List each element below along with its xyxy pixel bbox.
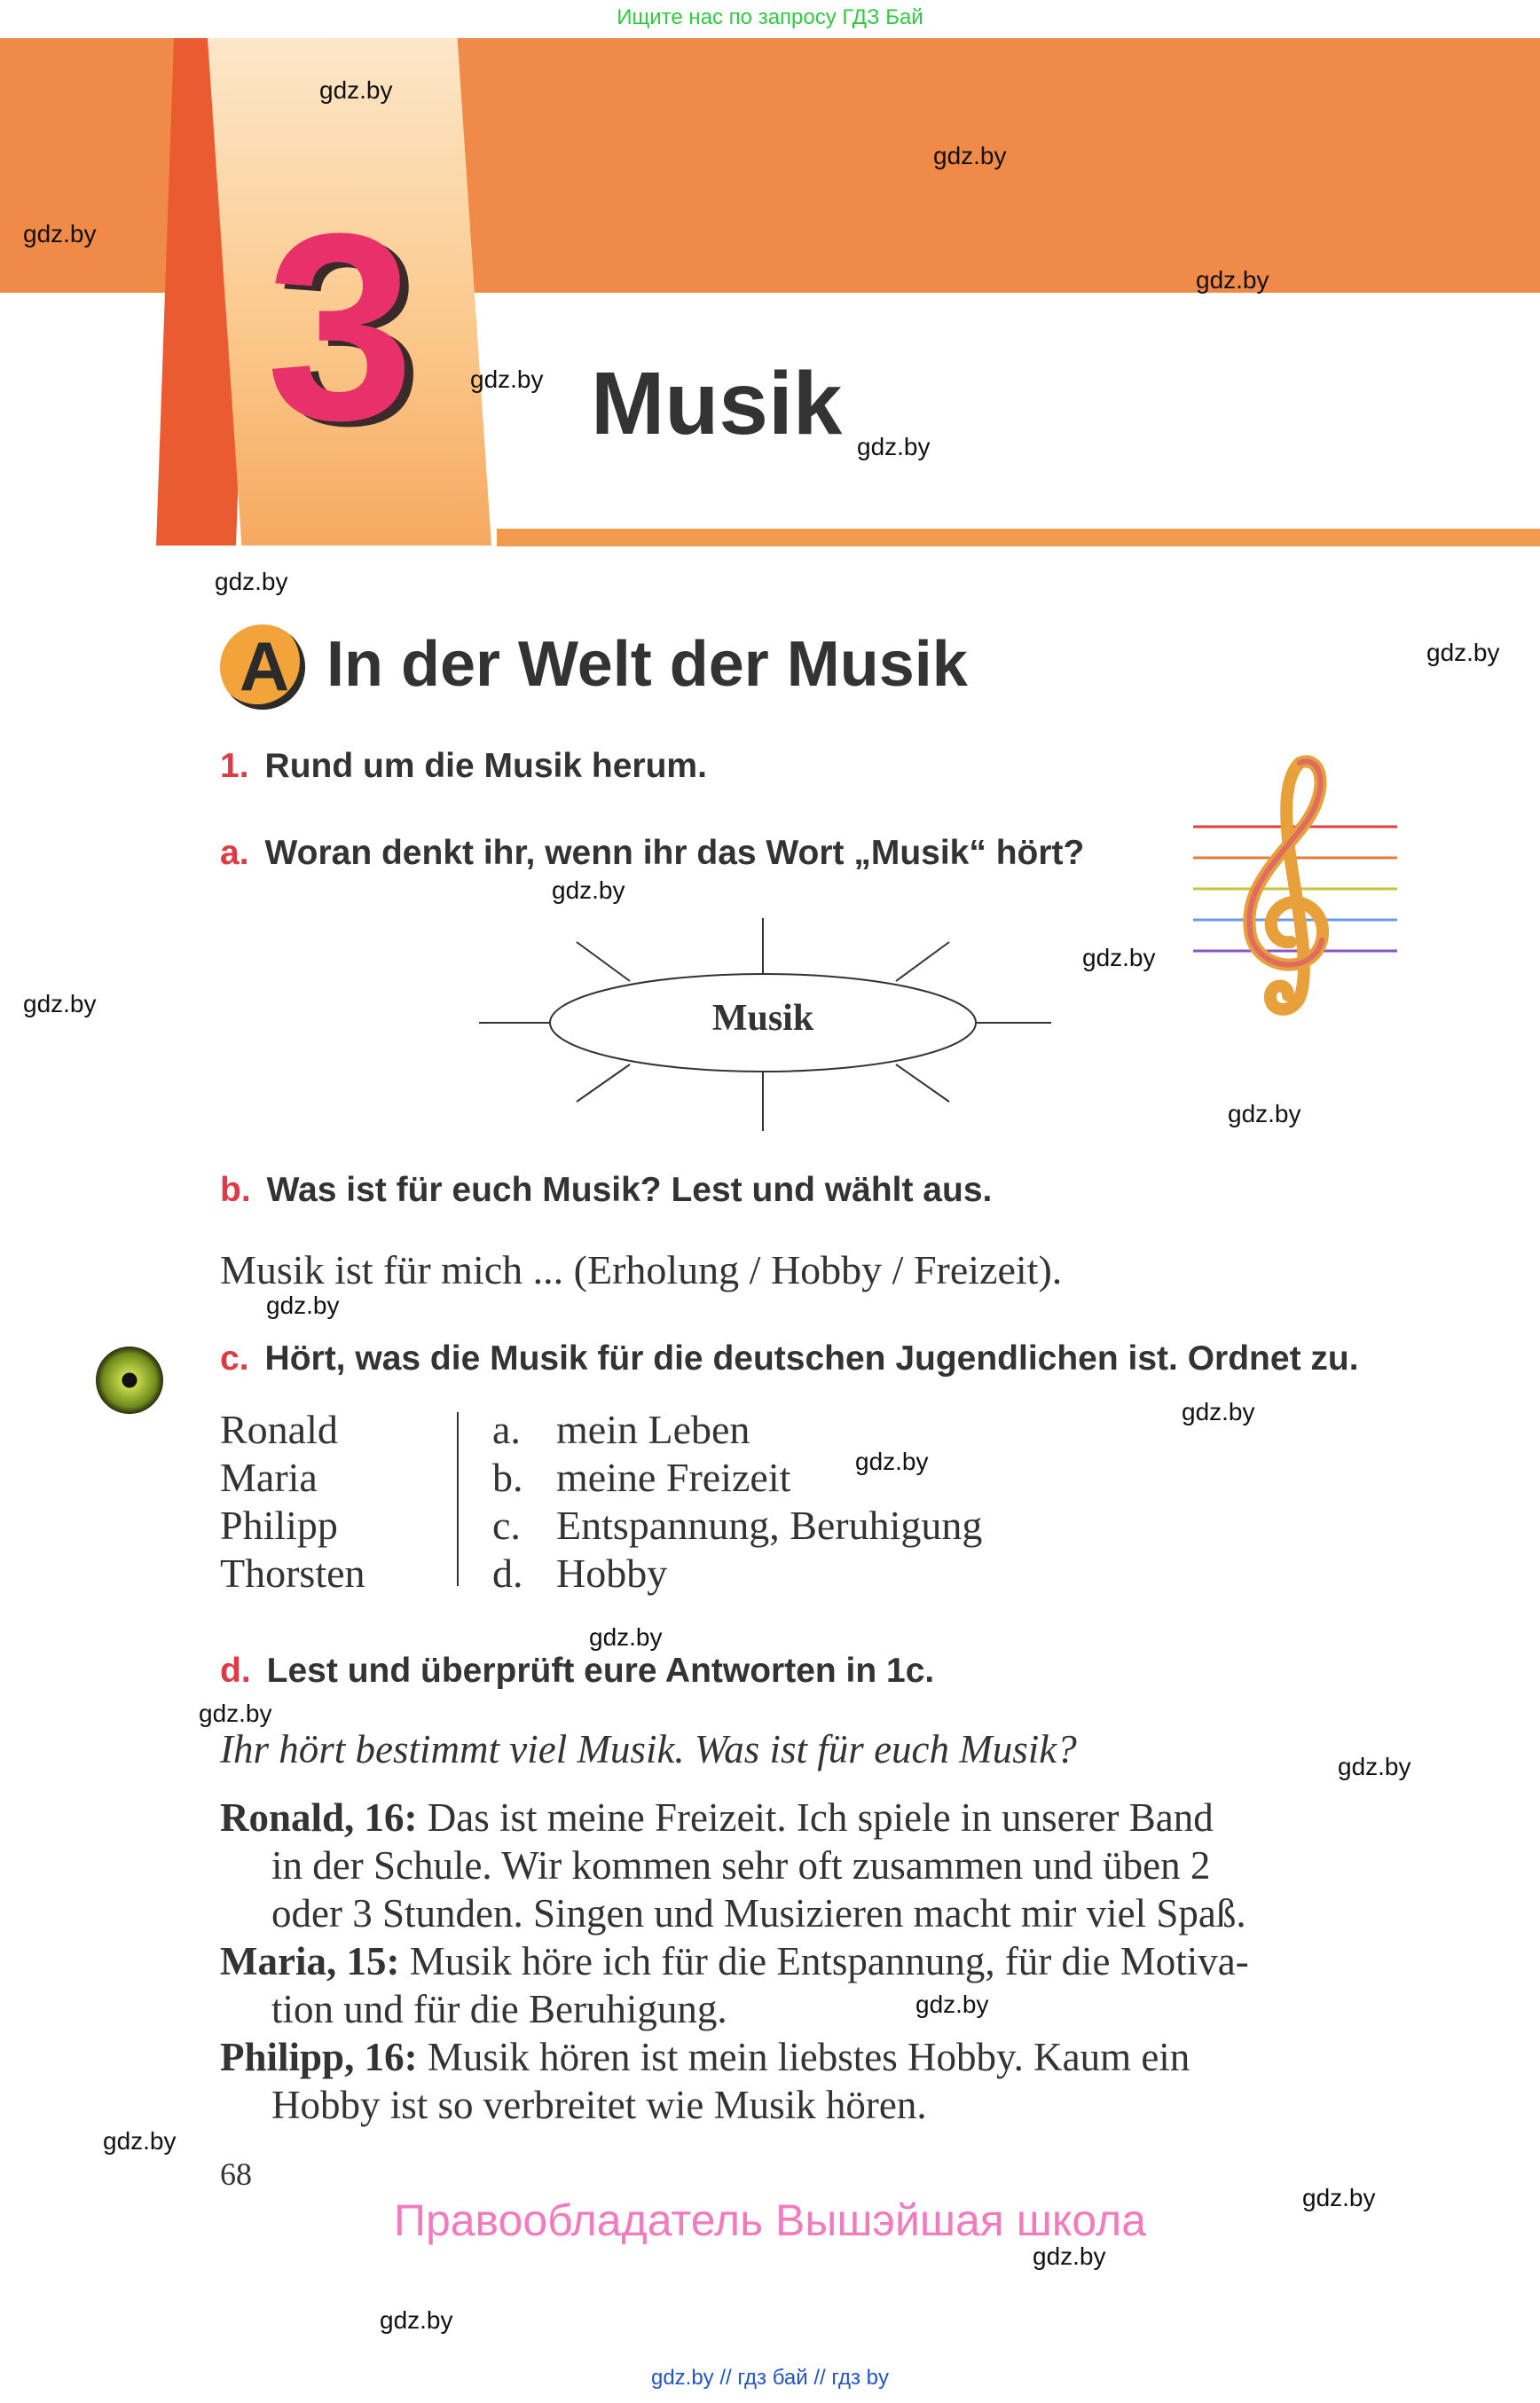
option-text: mein Leben xyxy=(556,1407,750,1452)
options-column xyxy=(492,1406,982,1598)
watermark: gdz.by xyxy=(266,1292,340,1319)
names-column xyxy=(220,1406,365,1598)
copyright-holder: Правообладатель Вышэйшая школа xyxy=(394,2195,1146,2245)
watermark: gdz.by xyxy=(915,1991,989,2018)
watermark: gdz.by xyxy=(1338,1753,1411,1780)
mindmap-center: Musik xyxy=(711,998,814,1039)
watermark: gdz.by xyxy=(380,2306,453,2334)
task-1 xyxy=(220,747,707,786)
watermark: gdz.by xyxy=(23,220,97,247)
name-item: Ronald xyxy=(220,1407,338,1452)
section-title: In der Welt der Musik xyxy=(326,629,968,700)
task-text: Was ist für euch Musik? Lest und wählt aus. xyxy=(266,1171,993,1209)
paragraph-philipp xyxy=(220,2033,1402,2129)
watermark: gdz.by xyxy=(470,365,544,393)
column-divider xyxy=(457,1412,459,1586)
speaker: Maria, 15: xyxy=(220,1939,400,1983)
task-b-sentence: Musik ist für mich ... (Erholung / Hobby / Freizeit). xyxy=(220,1247,1063,1292)
name-item: Philipp xyxy=(220,1503,338,1548)
option-text: Hobby xyxy=(556,1551,668,1596)
option-key: c. xyxy=(492,1503,521,1548)
section-letter: A xyxy=(239,627,290,705)
reading-question: Ihr hört bestimmt viel Musik. Was ist für euch Musik? xyxy=(220,1727,1077,1771)
task-letter: d. xyxy=(220,1652,251,1690)
watermark: gdz.by xyxy=(1082,944,1156,971)
watermark: gdz.by xyxy=(1033,2242,1106,2270)
watermark: gdz.by xyxy=(857,433,931,460)
unit-title: Musik xyxy=(591,354,843,453)
watermark: gdz.by xyxy=(1182,1398,1255,1425)
watermark: gdz.by xyxy=(1196,266,1269,294)
paragraph-line: in der Schule. Wir kommen sehr oft zusammen und üben 2 xyxy=(271,1843,1211,1888)
option-item xyxy=(492,1406,982,1454)
task-letter: b. xyxy=(220,1171,251,1209)
paragraph-line: Musik höre ich für die Entspannung, für die Motiva- xyxy=(399,1939,1249,1983)
speaker: Ronald, 16: xyxy=(220,1795,418,1840)
watermark: gdz.by xyxy=(552,876,625,904)
task-1c xyxy=(220,1339,1359,1378)
watermark: gdz.by xyxy=(589,1623,663,1651)
name-item: Maria xyxy=(220,1455,318,1500)
task-text: Hört, was die Musik für die deutschen Jugendlichen ist. Ordnet zu. xyxy=(264,1339,1359,1378)
page-number: 68 xyxy=(220,2156,252,2192)
task-text: Woran denkt ihr, wenn ihr das Wort „Musik“ hört? xyxy=(264,834,1085,872)
option-item xyxy=(492,1550,982,1598)
watermark: gdz.by xyxy=(103,2127,177,2155)
task-1b xyxy=(220,1171,992,1210)
paragraph-line: oder 3 Stunden. Singen und Musizieren macht mir viel Spaß. xyxy=(271,1891,1246,1936)
name-item: Thorsten xyxy=(220,1551,365,1596)
paragraph-line: Musik hören ist mein liebstes Hobby. Kaum ein xyxy=(417,2035,1190,2079)
option-item xyxy=(492,1502,982,1550)
watermark: gdz.by xyxy=(23,990,97,1017)
option-key: a. xyxy=(492,1407,521,1452)
bottom-links[interactable]: gdz.by // гдз бай // гдз by xyxy=(650,2366,890,2390)
watermark: gdz.by xyxy=(1228,1100,1301,1127)
option-key: b. xyxy=(492,1455,523,1500)
option-key: d. xyxy=(492,1551,523,1596)
treble-clef-icon xyxy=(1189,745,1402,1029)
task-number: 1. xyxy=(220,747,249,785)
paragraph-line: tion und für die Beruhigung. xyxy=(271,1987,727,2031)
banner-bottom-line xyxy=(497,529,1540,546)
watermark: gdz.by xyxy=(1302,2184,1376,2211)
paragraph-ronald xyxy=(220,1794,1402,1937)
unit-number: 3 xyxy=(266,177,414,475)
paragraph-maria xyxy=(220,1937,1402,2033)
task-1d xyxy=(220,1652,934,1691)
paragraph-line: Das ist meine Freizeit. Ich spiele in unserer Band xyxy=(417,1795,1214,1840)
task-1a xyxy=(220,834,1084,873)
task-letter: a. xyxy=(220,834,249,872)
watermark: gdz.by xyxy=(215,568,288,595)
watermark: gdz.by xyxy=(319,76,393,104)
task-text: Lest und überprüft eure Antworten in 1c. xyxy=(266,1652,935,1690)
speaker: Philipp, 16: xyxy=(220,2035,418,2079)
option-text: Entspannung, Beruhigung xyxy=(556,1503,983,1548)
option-text: meine Freizeit xyxy=(556,1455,791,1500)
watermark: gdz.by xyxy=(199,1700,272,1727)
watermark: gdz.by xyxy=(1426,639,1500,666)
watermark: gdz.by xyxy=(933,142,1007,169)
task-letter: c. xyxy=(220,1339,249,1378)
audio-cd-icon xyxy=(96,1347,163,1414)
top-search-hint: Ищите нас по запросу ГДЗ Бай xyxy=(617,5,923,29)
watermark: gdz.by xyxy=(855,1448,929,1475)
task-text: Rund um die Musik herum. xyxy=(264,747,707,785)
paragraph-line: Hobby ist so verbreitet wie Musik hören. xyxy=(271,2083,927,2127)
